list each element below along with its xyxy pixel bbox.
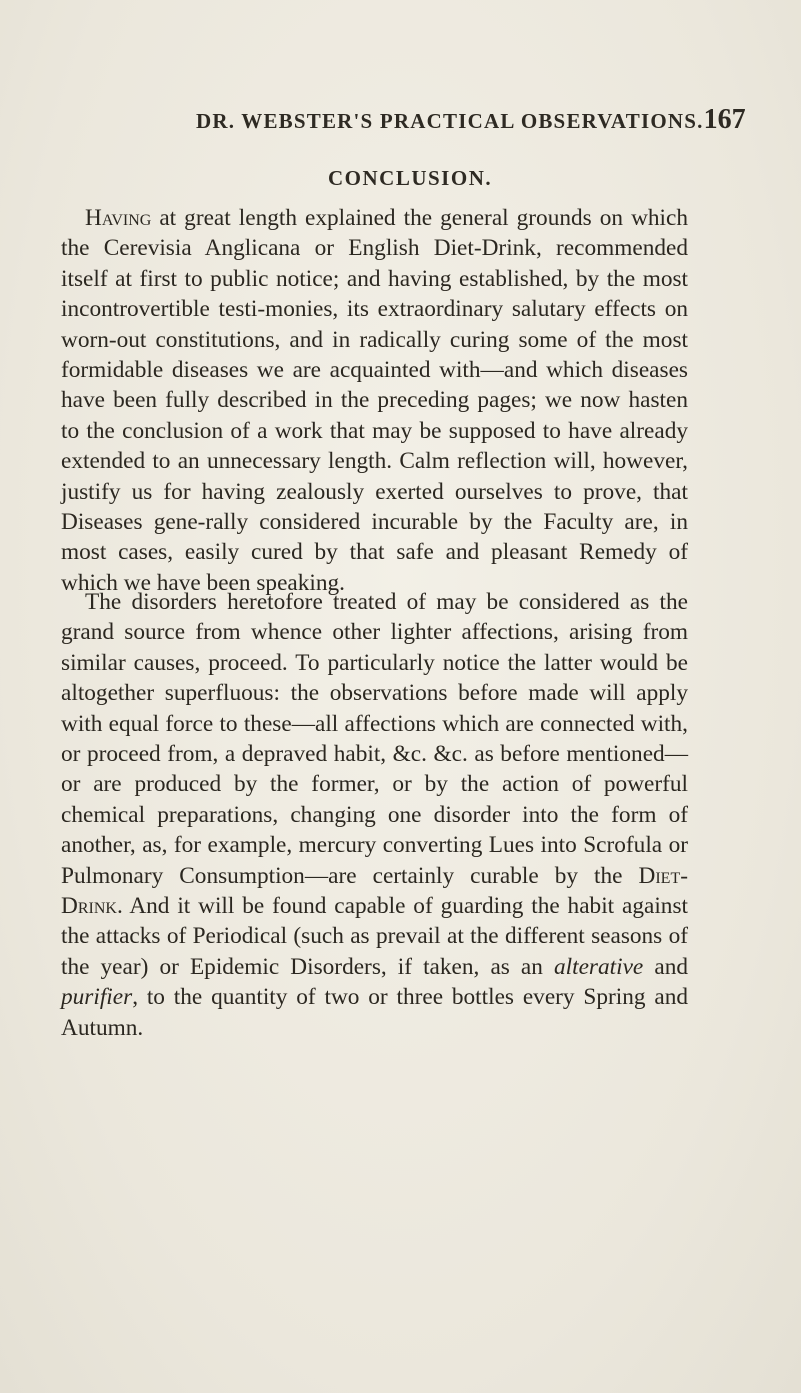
purifier-term: purifier (61, 984, 133, 1011)
running-header (196, 104, 746, 144)
paragraph-2-body-middle: . And it will be found capable of guarding the habit against the attacks of Periodical (such as prevail at the different seasons of the year) or Epidemic Disorders, if taken, as an (61, 893, 688, 980)
section-heading: CONCLUSION. (328, 166, 493, 190)
alterative-term: alterative (554, 953, 644, 980)
paragraph-2-text (61, 587, 688, 1043)
paragraph-2-conjunction: and (643, 953, 688, 980)
paragraph-2-body-start: The disorders heretofore treated of may be considered as the grand source from whence other lighter affections, arising from similar causes, proceed. To particularly notice the latter would be altogether superfluous: the observations before made will apply with equal force to these—all affections which are connected with, or proceed from, a depraved habit, &c. &c. as before mentioned—or are produced by the former, or by the action of powerful chemical preparations, changing one disorder into the form of another, as, for example, mercury converting Lues into Scrofula or Pulmonary Consumption—are certainly curable by the (61, 589, 688, 889)
paragraph-1-opening-word: Having (85, 205, 152, 231)
paragraph-2 (61, 587, 688, 1043)
running-title: DR. WEBSTER'S PRACTICAL OBSERVATIONS. (196, 109, 704, 133)
page-number: 167 (703, 104, 746, 135)
paragraph-1-body: at great length explained the general grounds on which the Cerevisia Anglicana or English Diet-Drink, recommended itself at first to public notice; and having established, by the most incontrovertible testi-monies, its extraordinary salutary effects on worn-out constitutions, and in radically curing some of the most formidable diseases we are acquainted with—and which diseases have been fully described in the preceding pages; we now hasten to the conclusion of a work that may be supposed to have already extended to an unnecessary length. Calm reflection will, however, justify us for having zealously exerted ourselves to prove, that Diseases gene-rally considered incurable by the Faculty are, in most cases, easily cured by that safe and pleasant Remedy of which we have been speaking. (61, 205, 688, 596)
paragraph-1 (61, 203, 688, 598)
paragraph-1-text (61, 203, 688, 598)
diet-drink-term: Diet-Drink (61, 862, 688, 920)
paragraph-2-body-end: , to the quantity of two or three bottles every Spring and Autumn. (61, 984, 688, 1041)
